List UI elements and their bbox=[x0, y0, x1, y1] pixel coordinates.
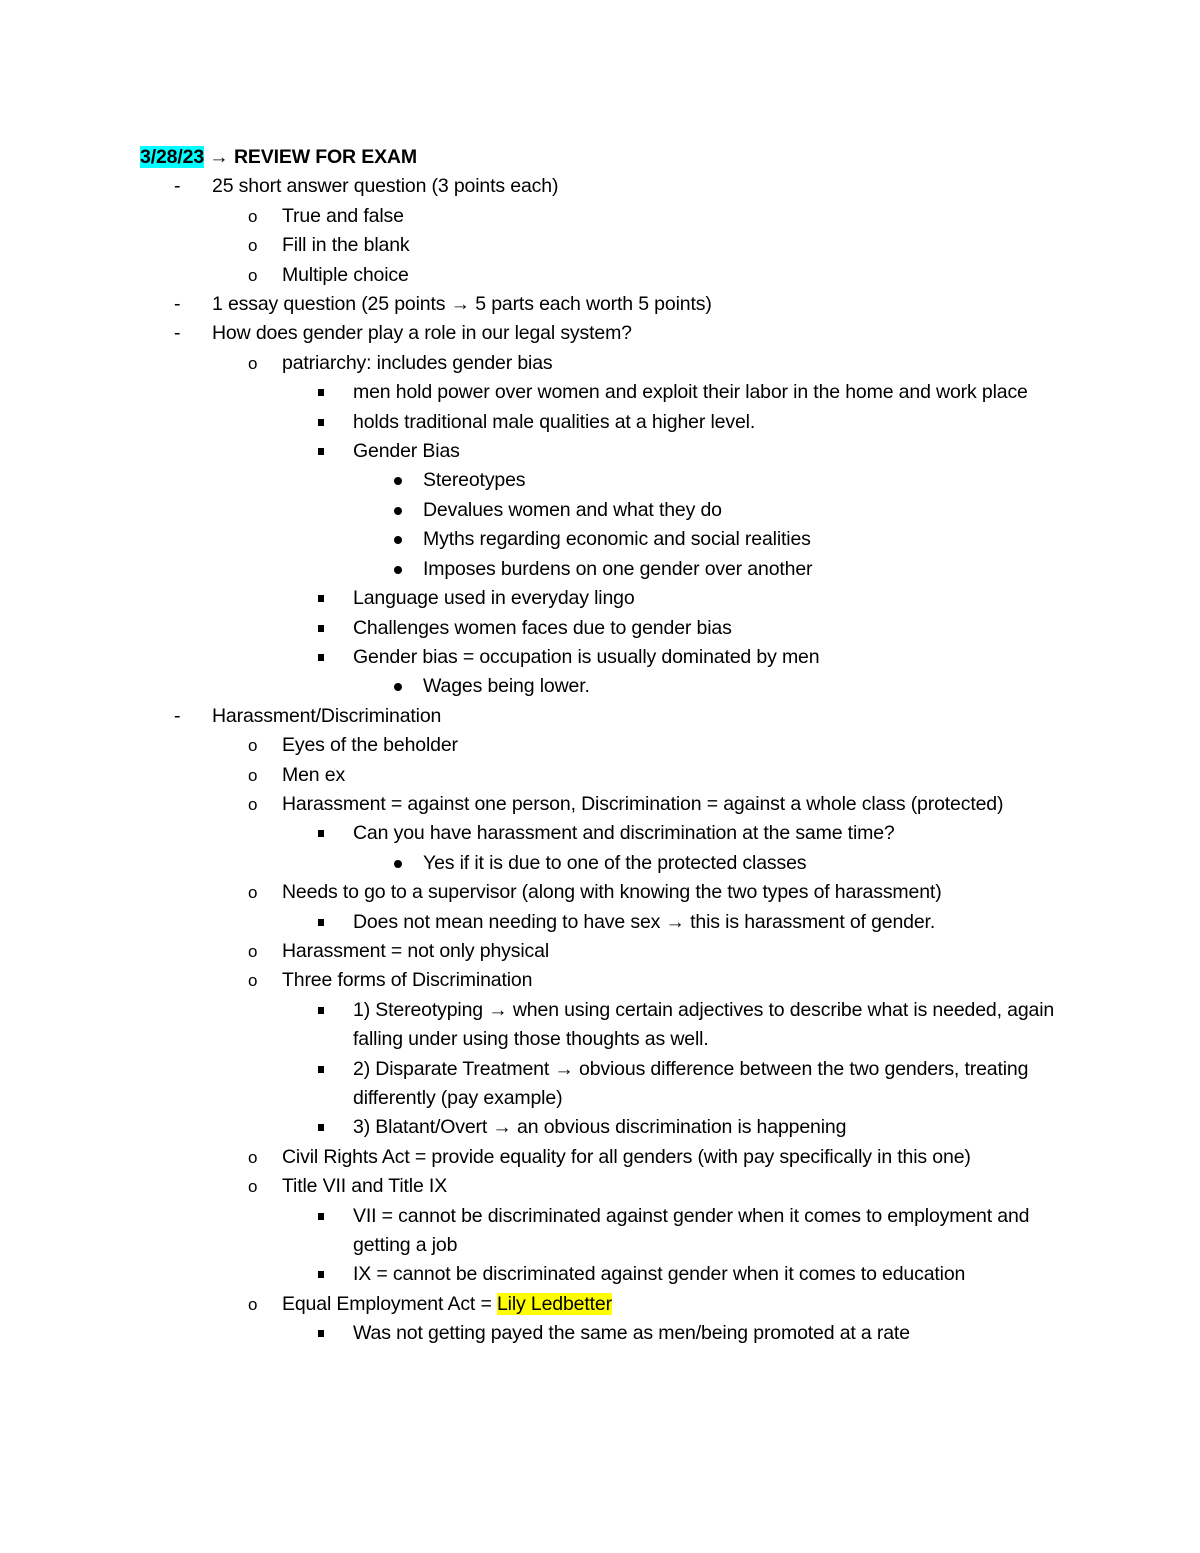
list-item: 1) Stereotyping → when using certain adjectives to describe what is needed, again falling under using those thoughts as well. bbox=[140, 996, 1070, 1055]
list-item: Language used in everyday lingo bbox=[140, 584, 1070, 613]
dash-bullet: - bbox=[174, 175, 181, 198]
list-item: o Title VII and Title IX bbox=[140, 1172, 1070, 1201]
list-item: IX = cannot be discriminated against gender when it comes to education bbox=[140, 1260, 1070, 1289]
list-item: Was not getting payed the same as men/being promoted at a rate bbox=[140, 1319, 1070, 1348]
square-bullet-icon bbox=[318, 389, 324, 396]
circle-bullet: o bbox=[248, 794, 258, 814]
list-item: - Harassment/Discrimination bbox=[140, 702, 1070, 731]
circle-bullet: o bbox=[248, 1147, 258, 1167]
list-item: Can you have harassment and discrimination at the same time? bbox=[140, 819, 1070, 848]
list-item: o Fill in the blank bbox=[140, 231, 1070, 260]
dot-bullet-icon bbox=[394, 477, 402, 485]
list-item: Wages being lower. bbox=[140, 672, 1070, 701]
list-item: - 25 short answer question (3 points each) bbox=[140, 172, 1070, 201]
heading-title: REVIEW FOR EXAM bbox=[233, 146, 417, 168]
list-item: Gender bias = occupation is usually dominated by men bbox=[140, 643, 1070, 672]
circle-bullet: o bbox=[248, 765, 258, 785]
circle-bullet: o bbox=[248, 883, 258, 903]
square-bullet-icon bbox=[318, 625, 324, 632]
square-bullet-icon bbox=[318, 1007, 324, 1014]
list-item: o Eyes of the beholder bbox=[140, 731, 1070, 760]
list-item: Challenges women faces due to gender bias bbox=[140, 614, 1070, 643]
list-item: Devalues women and what they do bbox=[140, 496, 1070, 525]
square-bullet-icon bbox=[318, 654, 324, 661]
square-bullet-icon bbox=[318, 1066, 324, 1073]
list-item: o Needs to go to a supervisor (along with knowing the two types of harassment) bbox=[140, 878, 1070, 907]
list-item: Myths regarding economic and social realities bbox=[140, 525, 1070, 554]
heading-date: 3/28/23 bbox=[140, 146, 205, 168]
list-item: o Equal Employment Act = Lily Ledbetter bbox=[140, 1290, 1070, 1319]
notes-heading bbox=[140, 143, 1070, 172]
list-item: Stereotypes bbox=[140, 466, 1070, 495]
dash-bullet: - bbox=[174, 704, 181, 727]
circle-bullet: o bbox=[248, 265, 258, 285]
highlighted-name: Lily Ledbetter bbox=[496, 1292, 612, 1315]
circle-bullet: o bbox=[248, 971, 258, 991]
list-item: Gender Bias bbox=[140, 437, 1070, 466]
notes-body bbox=[140, 143, 1070, 1349]
circle-bullet: o bbox=[248, 736, 258, 756]
dot-bullet-icon bbox=[394, 860, 402, 868]
dash-bullet: - bbox=[174, 293, 181, 316]
list-item: o Civil Rights Act = provide equality for all genders (with pay specifically in this one) bbox=[140, 1143, 1070, 1172]
list-item: o Harassment = not only physical bbox=[140, 937, 1070, 966]
square-bullet-icon bbox=[318, 830, 324, 837]
list-item: o Men ex bbox=[140, 761, 1070, 790]
list-item: o Harassment = against one person, Discrimination = against a whole class (protected) bbox=[140, 790, 1070, 819]
list-item: o True and false bbox=[140, 202, 1070, 231]
list-item: holds traditional male qualities at a higher level. bbox=[140, 408, 1070, 437]
circle-bullet: o bbox=[248, 941, 258, 961]
circle-bullet: o bbox=[248, 353, 258, 373]
dot-bullet-icon bbox=[394, 683, 402, 691]
heading-arrow: → bbox=[209, 146, 229, 168]
list-item: o Three forms of Discrimination bbox=[140, 966, 1070, 995]
list-item: 2) Disparate Treatment → obvious difference between the two genders, treating differently (pay example) bbox=[140, 1055, 1070, 1114]
list-item: VII = cannot be discriminated against gender when it comes to employment and getting a job bbox=[140, 1202, 1070, 1261]
square-bullet-icon bbox=[318, 1271, 324, 1278]
circle-bullet: o bbox=[248, 1177, 258, 1197]
list-item: Does not mean needing to have sex → this is harassment of gender. bbox=[140, 908, 1070, 937]
square-bullet-icon bbox=[318, 419, 324, 426]
list-item: - 1 essay question (25 points → 5 parts each worth 5 points) bbox=[140, 290, 1070, 319]
circle-bullet: o bbox=[248, 236, 258, 256]
dot-bullet-icon bbox=[394, 566, 402, 574]
list-item: o Multiple choice bbox=[140, 261, 1070, 290]
dot-bullet-icon bbox=[394, 536, 402, 544]
dash-bullet: - bbox=[174, 322, 181, 345]
square-bullet-icon bbox=[318, 1213, 324, 1220]
dot-bullet-icon bbox=[394, 507, 402, 515]
list-item: Imposes burdens on one gender over another bbox=[140, 555, 1070, 584]
square-bullet-icon bbox=[318, 1330, 324, 1337]
list-item: o patriarchy: includes gender bias bbox=[140, 349, 1070, 378]
circle-bullet: o bbox=[248, 206, 258, 226]
list-item: men hold power over women and exploit their labor in the home and work place bbox=[140, 378, 1070, 407]
circle-bullet: o bbox=[248, 1294, 258, 1314]
square-bullet-icon bbox=[318, 1124, 324, 1131]
list-item: - How does gender play a role in our legal system? bbox=[140, 319, 1070, 348]
list-item: Yes if it is due to one of the protected classes bbox=[140, 849, 1070, 878]
square-bullet-icon bbox=[318, 919, 324, 926]
list-item: 3) Blatant/Overt → an obvious discrimination is happening bbox=[140, 1113, 1070, 1142]
square-bullet-icon bbox=[318, 595, 324, 602]
square-bullet-icon bbox=[318, 448, 324, 455]
